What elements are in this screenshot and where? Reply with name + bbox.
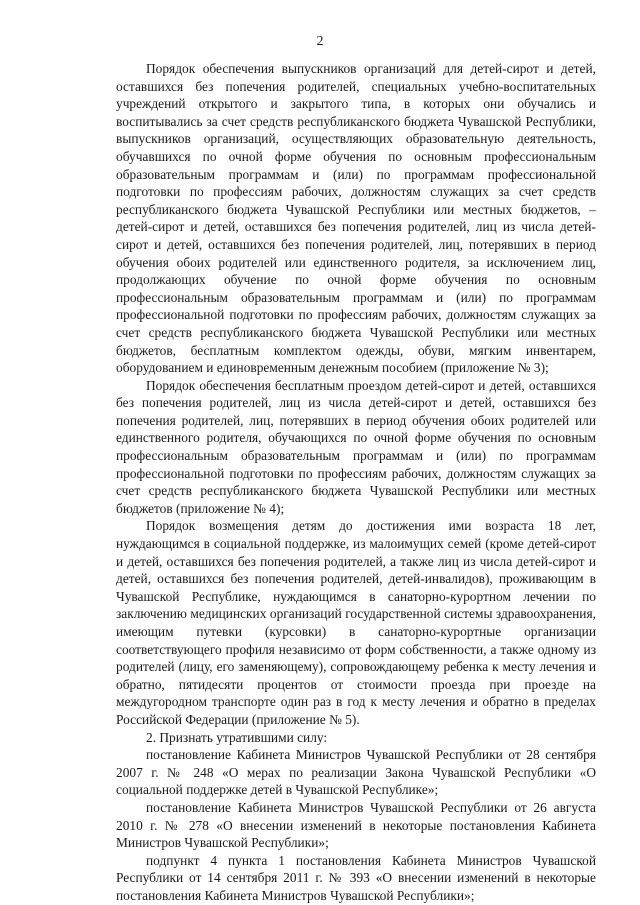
paragraph-repeal-item-2: постановление Кабинета Министров Чувашской Республики от 26 августа 2010 г. № 278 «О внесении изменений в некоторые постановления Кабинета Министров Чувашской Республики»; — [116, 799, 596, 851]
paragraph-repeal-item-3: подпункт 4 пункта 1 постановления Кабинета Министров Чувашской Республики от 14 сентября 2011 г. № 393 «О внесении изменений в некоторые постановления Кабинета Министров Чувашской Республики»; — [116, 852, 596, 903]
paragraph-repeal-item-1: постановление Кабинета Министров Чувашской Республики от 28 сентября 2007 г. № 248 «О мерах по реализации Закона Чувашской Республики «О социальной поддержке детей в Чувашской Республике»; — [116, 747, 596, 798]
paragraph-appendix-4: Порядок обеспечения бесплатным проездом детей-сирот и детей, оставшихся без попечения родителей, лиц из числа детей-сирот и детей, оставшихся без попечения родителей, лиц, потерявших в период обучения обоих родителей или единственного родителя, обучающихся по очной форме обучения по основным профессиональным образовательным программам и (или) по программам профессиональной подготовки по профессиям рабочих, должностям служащих за счет средств республиканского бюджета Чувашской Республики или местных бюджетов (приложение № 4); — [116, 377, 596, 516]
page-number: 2 — [316, 34, 324, 49]
paragraph-appendix-5: Порядок возмещения детям до достижения ими возраста 18 лет, нуждающимся в социальной поддержке, из малоимущих семей (кроме детей-сирот и детей, оставшихся без попечения родителей, а также лиц из числа детей-сирот и детей, оставшихся без попечения родителей, детей-инвалидов), проживающим в Чувашской Республике, нуждающимся в санаторно-курортном лечении по заключению медицинских организаций государственной системы здравоохранения, имеющим путевки (курсовки) в санаторно-курортные организации соответствующего профиля независимо от форм собственности, а также одному из родителей (лицу, его заменяющему), сопровождающему ребенка к месту лечения и обратно, пятидесяти процентов от стоимости проезда при проезде на междугородном транспорте один раз в год к месту лечения и обратно в пределах Российской Федерации (приложение № 5). — [116, 518, 596, 727]
document-body — [116, 60, 596, 905]
paragraph-appendix-3: Порядок обеспечения выпускников организаций для детей-сирот и детей, оставшихся без попечения родителей, специальных учебно-воспитательных учреждений открытого и закрытого типа, в которых они обучались и воспитывались за счет средств республиканского бюджета Чувашской Республики, выпускников организаций, осуществляющих образовательную деятельность, обучавшихся по очной форме обучения по основным профессиональным образовательным программам и (или) по программам профессиональной подготовки по профессиям рабочих, должностям служащих за счет средств республиканского бюджета Чувашской Республики или местных бюджетов, – детей-сирот и детей, оставшихся без попечения родителей, лиц из числа детей-сирот и детей, оставшихся без попечения родителей, лиц, потерявших в период обучения обоих родителей или единственного родителя, за исключением лиц, продолжающих обучение по очной форме обучения по основным профессиональным образовательным программам и (или) по программам профессиональной подготовки по профессиям рабочих, должностям служащих за счет средств республиканского бюджета Чувашской Республики или местных бюджетов, бесплатным комплектом одежды, обуви, мягким инвентарем, оборудованием и единовременным денежным пособием (приложение № 3); — [116, 61, 596, 376]
paragraph-repeal-heading: 2. Признать утратившими силу: — [146, 729, 328, 745]
